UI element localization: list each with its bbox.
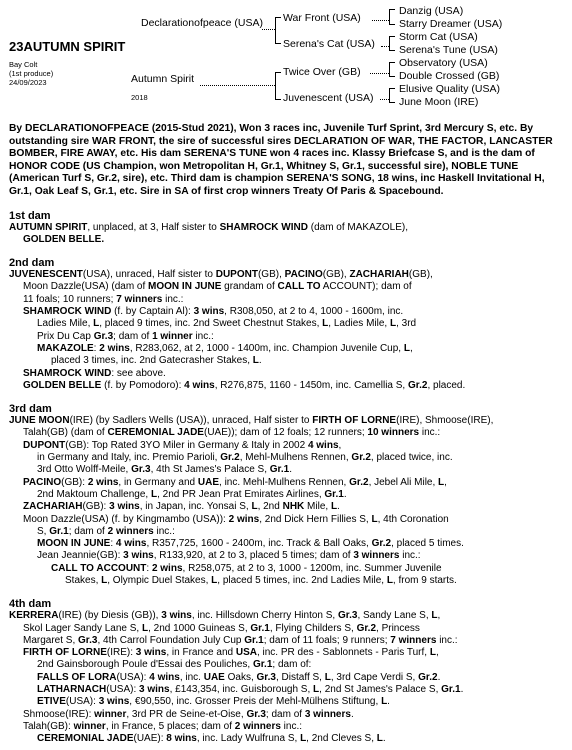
fourth-dam-line: Skol Lager Sandy Lane S, L, 2nd 1000 Guineas S, Gr.1, Flying Childers S, Gr.2, Princess	[23, 622, 420, 634]
lot-date: 24/09/2023	[9, 78, 47, 87]
first-dam-heading: 1st dam	[9, 209, 51, 222]
second-dam-line: placed 3 times, inc. 2nd Gatecrasher Stakes, L.	[51, 355, 262, 367]
fourth-dam-line: 2nd Gainsborough Poule d'Essai des Pouliches, Gr.1; dam of:	[37, 659, 312, 671]
pedigree-dam: Autumn Spirit	[131, 73, 195, 85]
ss-bracket	[389, 9, 390, 25]
second-dam-heading: 2nd dam	[9, 257, 55, 270]
fourth-dam-line: Shmoose(IRE): winner, 3rd PR de Seine-et-Oise, Gr.3; dam of 3 winners.	[23, 708, 354, 720]
dd-bracket-top	[389, 88, 395, 89]
third-dam-line: Talah(GB) (dam of CEREMONIAL JADE(UAE)); dam of 12 foals; 12 runners; 10 winners inc.:	[23, 427, 441, 439]
sire-bracket-top	[275, 17, 281, 18]
fourth-dam-line: CEREMONIAL JADE(UAE): 8 wins, inc. Lady Wulfruna S, L, 2nd Cleves S, L.	[37, 733, 386, 745]
fourth-dam-line: Margaret S, Gr.3, 4th Carrol Foundation July Cup Gr.1; dam of 11 foals; 9 runners; 7 winners inc.:	[23, 634, 458, 646]
third-dam-line: S, Gr.1; dam of 2 winners inc.:	[37, 525, 175, 537]
sd-connector	[381, 46, 389, 47]
dam-bracket-bottom	[275, 99, 281, 100]
third-dam-line: in Germany and Italy, inc. Premio Parioli, Gr.2, Mehl-Mulhens Rennen, Gr.2, placed twice, inc.	[37, 452, 453, 464]
pedigree-sdd: Serena's Tune (USA)	[399, 44, 498, 56]
third-dam-line: 2nd Maktoum Challenge, L, 2nd PR Jean Prat Emirates Airlines, Gr.1.	[37, 488, 347, 500]
pedigree-ss: War Front (USA)	[283, 12, 361, 24]
fourth-dam-line: KERRERA(IRE) (by Diesis (GB)), 3 wins, inc. Hillsdown Cherry Hinton S, Gr.3, Sandy Lane S, L,	[9, 610, 441, 622]
second-dam-line: SHAMROCK WIND: see above.	[23, 367, 166, 379]
pedigree-dam-year: 2018	[131, 93, 148, 102]
pedigree-sd: Serena's Cat (USA)	[283, 38, 375, 50]
first-dam-line: GOLDEN BELLE.	[23, 233, 105, 245]
ds-bracket	[389, 62, 390, 77]
ss-connector	[372, 20, 389, 21]
sd-bracket-bottom	[389, 50, 395, 51]
lot-sex: Bay Colt	[9, 60, 38, 69]
second-dam-line: Moon Dazzle(USA) (dam of MOON IN JUNE grandam of CALL TO ACCOUNT); dam of	[23, 281, 412, 293]
ss-bracket-top	[389, 9, 395, 10]
dd-bracket-bottom	[389, 102, 395, 103]
lot-title: 23AUTUMN SPIRIT	[9, 39, 126, 54]
fourth-dam-line: Talah(GB): winner, in France, 5 places; dam of 2 winners inc.:	[23, 720, 303, 732]
fourth-dam-line: LATHARNACH(USA): 3 wins, £143,354, inc. Guisborough S, L, 2nd St James's Palace S, Gr.1.	[37, 684, 464, 696]
dd-bracket	[389, 88, 390, 103]
third-dam-heading: 3rd dam	[9, 403, 52, 416]
sd-bracket-top	[389, 36, 395, 37]
second-dam-line: GOLDEN BELLE (f. by Pomodoro): 4 wins, R276,875, 1160 - 1450m, inc. Camellia S, Gr.2, placed.	[23, 379, 466, 391]
second-dam-line: Prix Du Cap Gr.3; dam of 1 winner inc.:	[37, 330, 214, 342]
third-dam-line: ZACHARIAH(GB): 3 wins, in Japan, inc. Yonsai S, L, 2nd NHK Mile, L.	[23, 501, 340, 513]
third-dam-line: CALL TO ACCOUNT: 2 wins, R258,075, at 2 to 3, 1000 - 1200m, inc. Summer Juvenile	[51, 562, 442, 574]
third-dam-line: MOON IN JUNE: 4 wins, R357,725, 1600 - 2400m, inc. Track & Ball Oaks, Gr.2, placed 5 times.	[37, 538, 464, 550]
dam-bracket-top	[275, 72, 281, 73]
third-dam-line: JUNE MOON(IRE) (by Sadlers Wells (USA)), unraced, Half sister to FIRTH OF LORNE(IRE), Shmoose(IRE),	[9, 415, 494, 427]
ds-bracket-top	[389, 62, 395, 63]
pedigree-ddd: June Moon (IRE)	[399, 96, 479, 108]
third-dam-line: Stakes, L, Olympic Duel Stakes, L, placed 5 times, inc. 2nd Ladies Mile, L, from 9 starts.	[65, 574, 457, 586]
dam-connector	[200, 85, 275, 86]
pedigree-dds: Elusive Quality (USA)	[399, 83, 500, 95]
catalogue-content	[9, 123, 565, 746]
second-dam-line: 11 foals; 10 runners; 7 winners inc.:	[23, 293, 184, 305]
third-dam-line: DUPONT(GB): Top Rated 3YO Miler in Germany & Italy in 2002 4 wins,	[23, 439, 342, 451]
pedigree-dd: Juvenescent (USA)	[283, 92, 374, 104]
pedigree-dsd: Double Crossed (GB)	[399, 70, 500, 82]
ds-connector	[370, 73, 389, 74]
pedigree-sss: Danzig (USA)	[399, 5, 464, 17]
sire-bracket-bottom	[275, 43, 281, 44]
sire-connector	[262, 29, 275, 30]
lot-produce: (1st produce)	[9, 69, 54, 78]
third-dam-line: Moon Dazzle(USA) (f. by Kingmambo (USA)): 2 wins, 2nd Dick Hern Fillies S, L, 4th Coronation	[23, 513, 449, 525]
second-dam-line: MAKAZOLE: 2 wins, R283,062, at 2, 1000 - 1400m, inc. Champion Juvenile Cup, L,	[37, 342, 413, 354]
dam-bracket	[275, 72, 276, 100]
pedigree-sds: Storm Cat (USA)	[399, 31, 478, 43]
pedigree-ssd: Starry Dreamer (USA)	[399, 18, 503, 30]
second-dam-line: Ladies Mile, L, placed 9 times, inc. 2nd Sweet Chestnut Stakes, L, Ladies Mile, L, 3rd	[37, 318, 417, 330]
first-dam-line: AUTUMN SPIRIT, unplaced, at 3, Half sister to SHAMROCK WIND (dam of MAKAZOLE),	[9, 221, 408, 233]
pedigree-ds: Twice Over (GB)	[283, 66, 361, 78]
dd-connector	[380, 99, 389, 100]
third-dam-line: Jean Jeannie(GB): 3 wins, R133,920, at 2 to 3, placed 5 times; dam of 3 winners inc.:	[37, 550, 421, 562]
third-dam-line: PACINO(GB): 2 wins, in Germany and UAE, inc. Mehl-Mulhens Rennen, Gr.2, Jebel Ali Mile, L,	[23, 476, 447, 488]
pedigree-dss: Observatory (USA)	[399, 57, 488, 69]
ds-bracket-bottom	[389, 76, 395, 77]
fourth-dam-line: ETIVE(USA): 3 wins, €90,550, inc. Grosser Preis der Mehl-Mülhens Stiftung, L.	[37, 696, 390, 708]
third-dam-line: 3rd Otto Wolff-Meile, Gr.3, 4th St James's Palace S, Gr.1.	[37, 464, 293, 476]
pedigree-sire: Declarationofpeace (USA)	[141, 17, 263, 29]
sire-intro: By DECLARATIONOFPEACE (2015-Stud 2021), Won 3 races inc, Juvenile Turf Sprint, 3rd Mercury S, etc. By outstanding sire WAR FRONT, the sire of successful sires DECLARATION OF WAR, THE FACTOR, LANCASTER BOMBER, FIRE AWAY, etc. His dam SERENA'S TUNE won 4 races inc. Klassy Briefcase S, and is the dam of HONOR CODE (US Champion, won Metropolitan H, Gr.1, Whitney S, Gr.1, successful sire), NOBLE TUNE (American Turf S, Gr.2, sire), etc. Third dam is champion SERENA'S SONG, 18 wins, inc Haskell Invitational H, Gr.1, Oak Leaf S, Gr.1, etc. Sire in SA of first crop winners Treaty Of Paris & Spacebound.	[9, 123, 553, 197]
fourth-dam-line: FIRTH OF LORNE(IRE): 3 wins, in France and USA, inc. PR des - Sablonnets - Paris Turf, L,	[23, 647, 439, 659]
second-dam-line: SHAMROCK WIND (f. by Captain Al): 3 wins, R308,050, at 2 to 4, 1000 - 1600m, inc.	[23, 306, 404, 318]
fourth-dam-line: FALLS OF LORA(USA): 4 wins, inc. UAE Oaks, Gr.3, Distaff S, L, 3rd Cape Verdi S, Gr.2.	[37, 671, 441, 683]
sd-bracket	[389, 36, 390, 51]
ss-bracket-bottom	[389, 24, 395, 25]
sire-bracket	[275, 17, 276, 44]
fourth-dam-heading: 4th dam	[9, 598, 52, 611]
second-dam-line: JUVENESCENT(USA), unraced, Half sister to DUPONT(GB), PACINO(GB), ZACHARIAH(GB),	[9, 269, 433, 281]
